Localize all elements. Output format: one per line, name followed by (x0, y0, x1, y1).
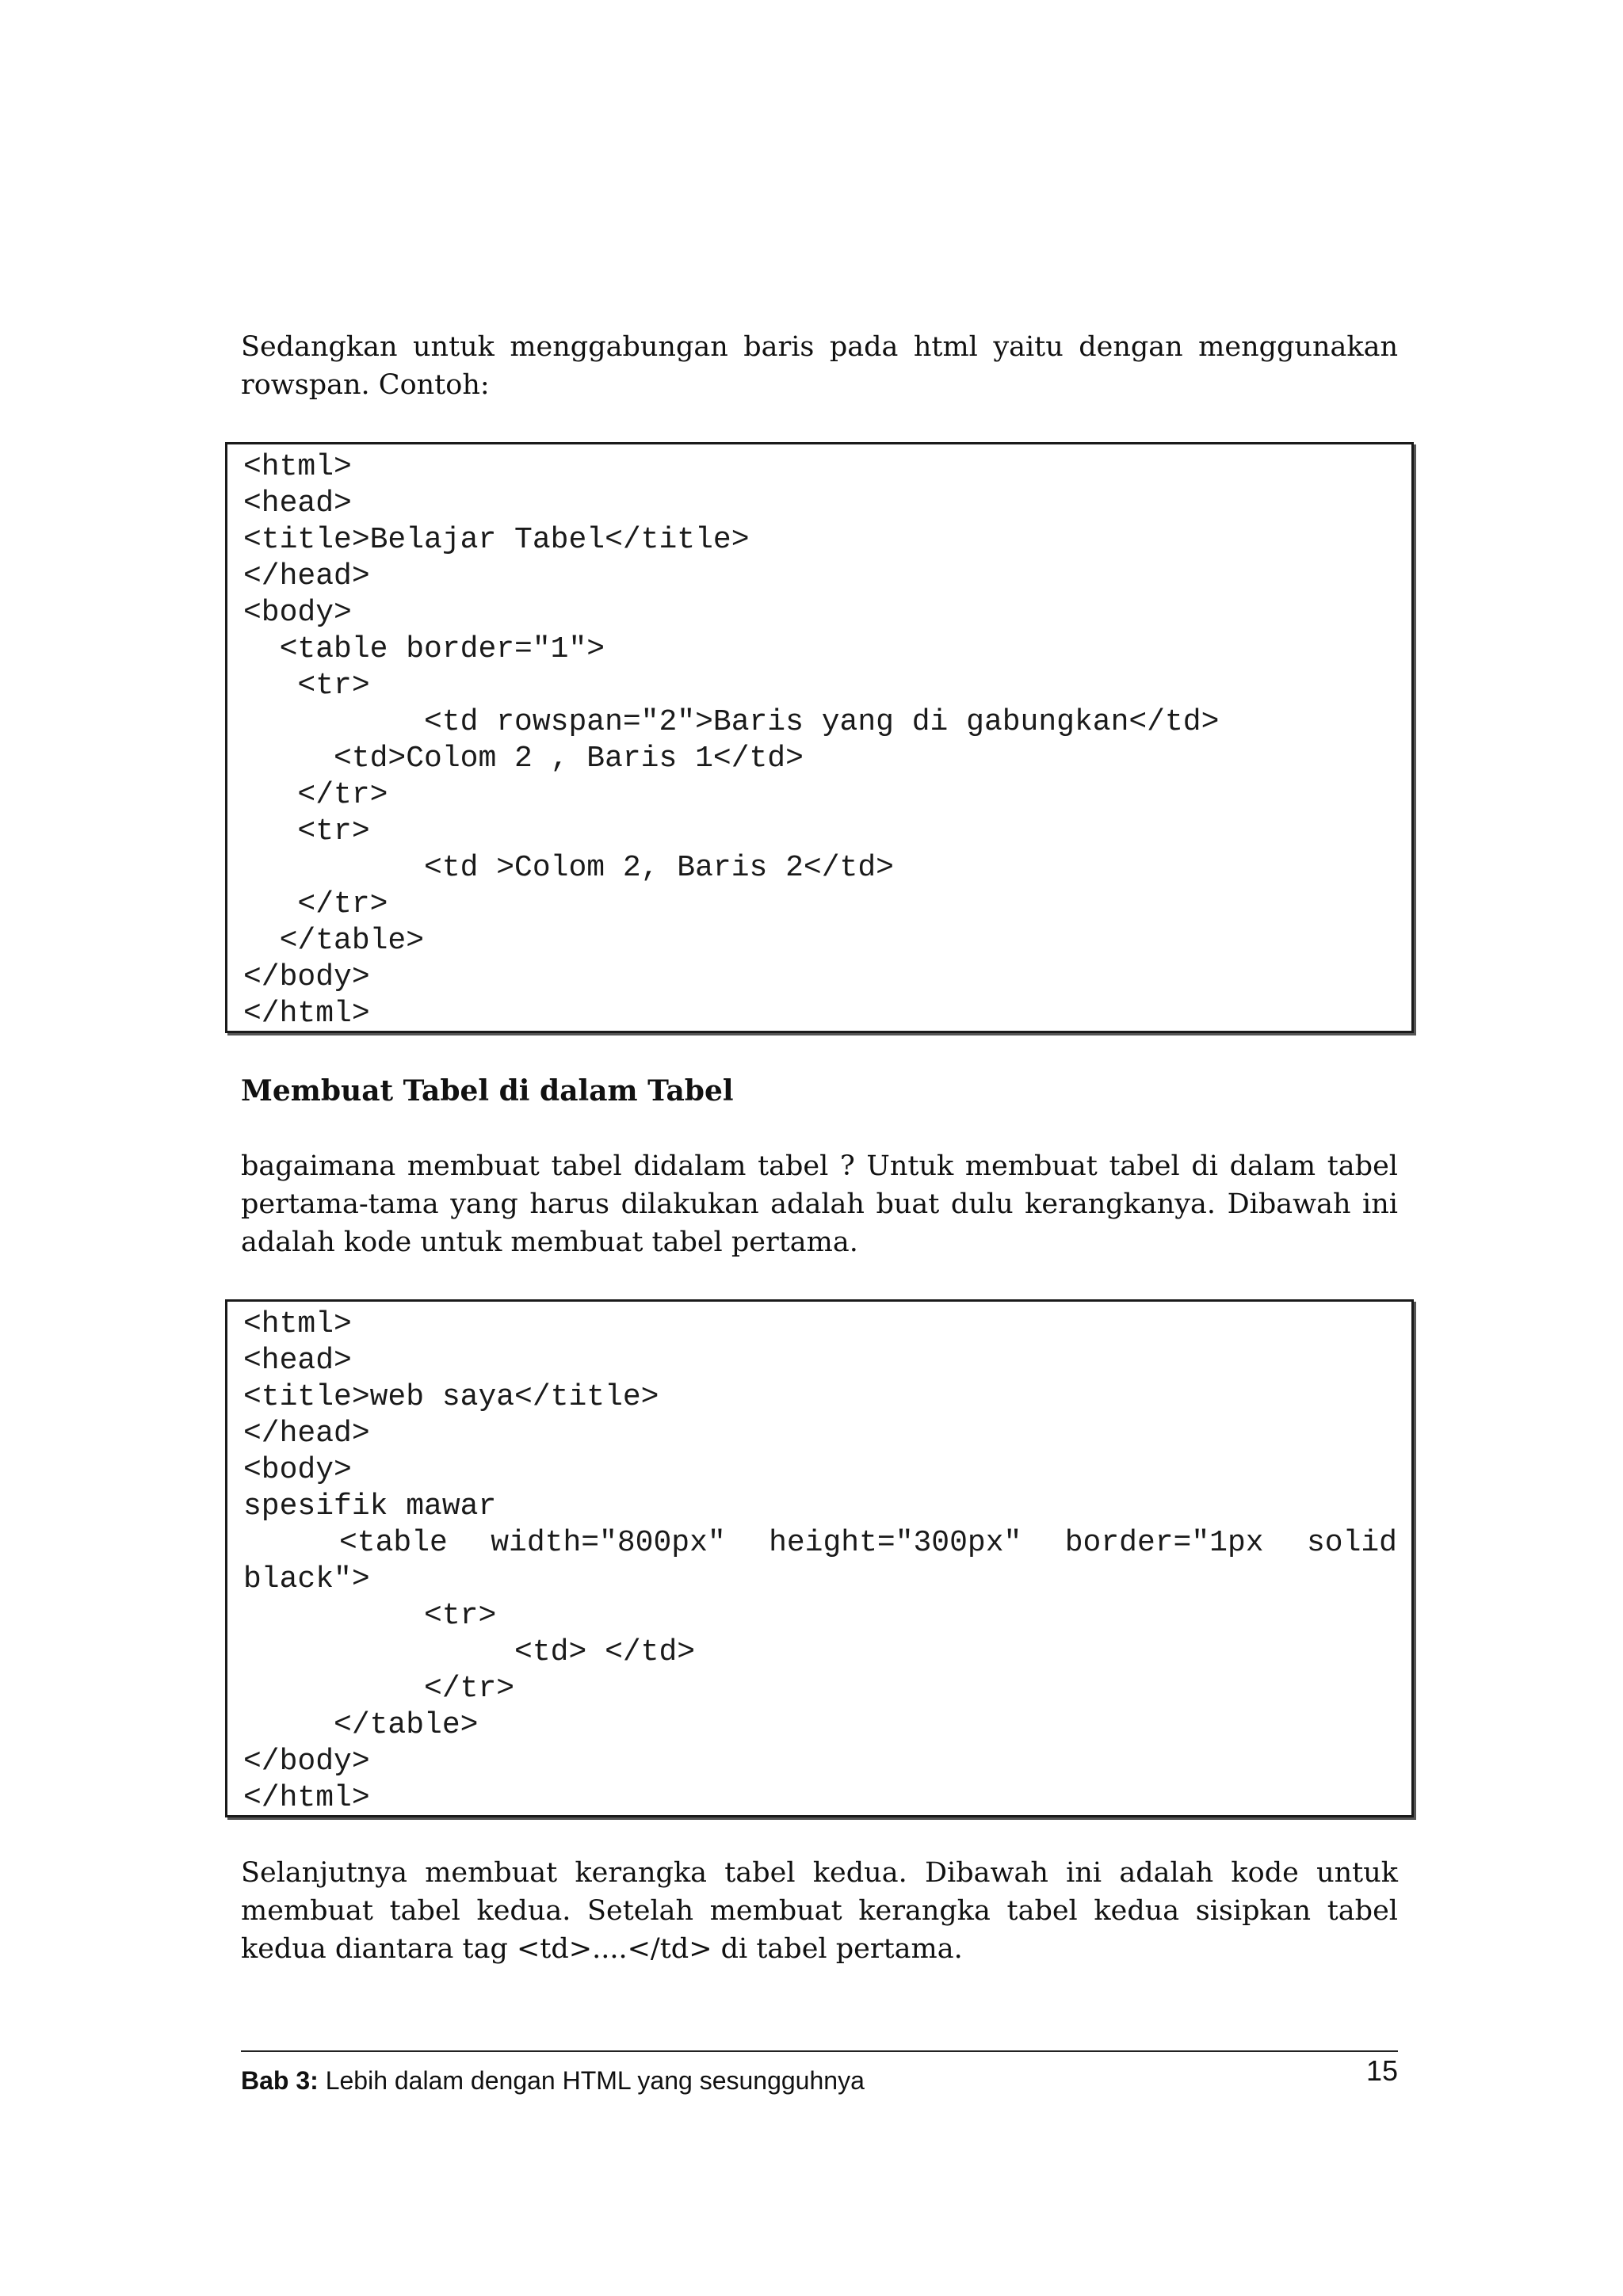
code-line: <body> (243, 1453, 352, 1487)
code-line: <title>web saya</title> (243, 1380, 659, 1414)
code-line: <td> </td> (243, 1635, 696, 1669)
code-block-nested-table (225, 1299, 1414, 1817)
code-line: <html> (243, 1307, 352, 1341)
code-line: </html> (243, 1781, 370, 1815)
code-line: <title>Belajar Tabel</title> (243, 523, 750, 557)
code-line: </tr> (243, 778, 388, 812)
code-line: </body> (243, 1745, 370, 1779)
code-line: <table border="1"> (243, 632, 605, 666)
code-line: <head> (243, 1344, 352, 1378)
code-line: </head> (243, 559, 370, 593)
code-block-rowspan-text (243, 449, 1397, 1032)
code-line: <tr> (243, 1599, 497, 1633)
code-line: <tr> (243, 669, 370, 703)
code-block-rowspan (225, 442, 1414, 1033)
page-number: 15 (1365, 2054, 1398, 2087)
code-line: </head> (243, 1417, 370, 1451)
code-line: <td>Colom 2 , Baris 1</td> (243, 742, 804, 776)
code-line: <tr> (243, 814, 370, 849)
section-paragraph: bagaimana membuat tabel didalam tabel ? Untuk membuat tabel di dalam tabel pertama-tama yang harus dilakukan adalah buat dulu kerangkanya. Dibawah ini adalah kode untuk membuat tabel pertama. (241, 1150, 1398, 1258)
code-line: </table> (243, 1708, 479, 1742)
code-line: </table> (243, 924, 425, 958)
code-line: </tr> (243, 887, 388, 921)
code-line: <td rowspan="2">Baris yang di gabungkan</td> (243, 705, 1220, 739)
code-line: spesifik mawar (243, 1489, 497, 1524)
code-line: <body> (243, 596, 352, 630)
code-line: <html> (243, 450, 352, 484)
next-paragraph: Selanjutnya membuat kerangka tabel kedua. Dibawah ini adalah kode untuk membuat tabel kedua. Setelah membuat kerangka tabel kedua sisipkan tabel kedua diantara tag <td>....</td> di tabel pertama. (241, 1857, 1398, 1965)
code-line: </html> (243, 997, 370, 1031)
footer-chapter-title: Lebih dalam dengan HTML yang sesungguhnya (325, 2066, 865, 2095)
code-line-wrapped: <table width="800px" height="300px" border="1px solid (339, 1526, 1397, 1560)
footer-chapter-label: Bab 3: (241, 2066, 319, 2095)
code-line: <td >Colom 2, Baris 2</td> (243, 851, 894, 885)
code-line: </tr> (243, 1672, 515, 1706)
code-line: black"> (243, 1562, 370, 1596)
code-line: </body> (243, 960, 370, 994)
footer-chapter (241, 2065, 865, 2096)
page-footer (241, 2050, 1398, 2095)
code-line: <head> (243, 486, 352, 521)
section-heading: Membuat Tabel di dalam Tabel (241, 1074, 734, 1108)
intro-paragraph: Sedangkan untuk menggabungan baris pada html yaitu dengan menggunakan rowspan. Contoh: (241, 331, 1398, 401)
code-block-nested-table-text (243, 1306, 1397, 1817)
